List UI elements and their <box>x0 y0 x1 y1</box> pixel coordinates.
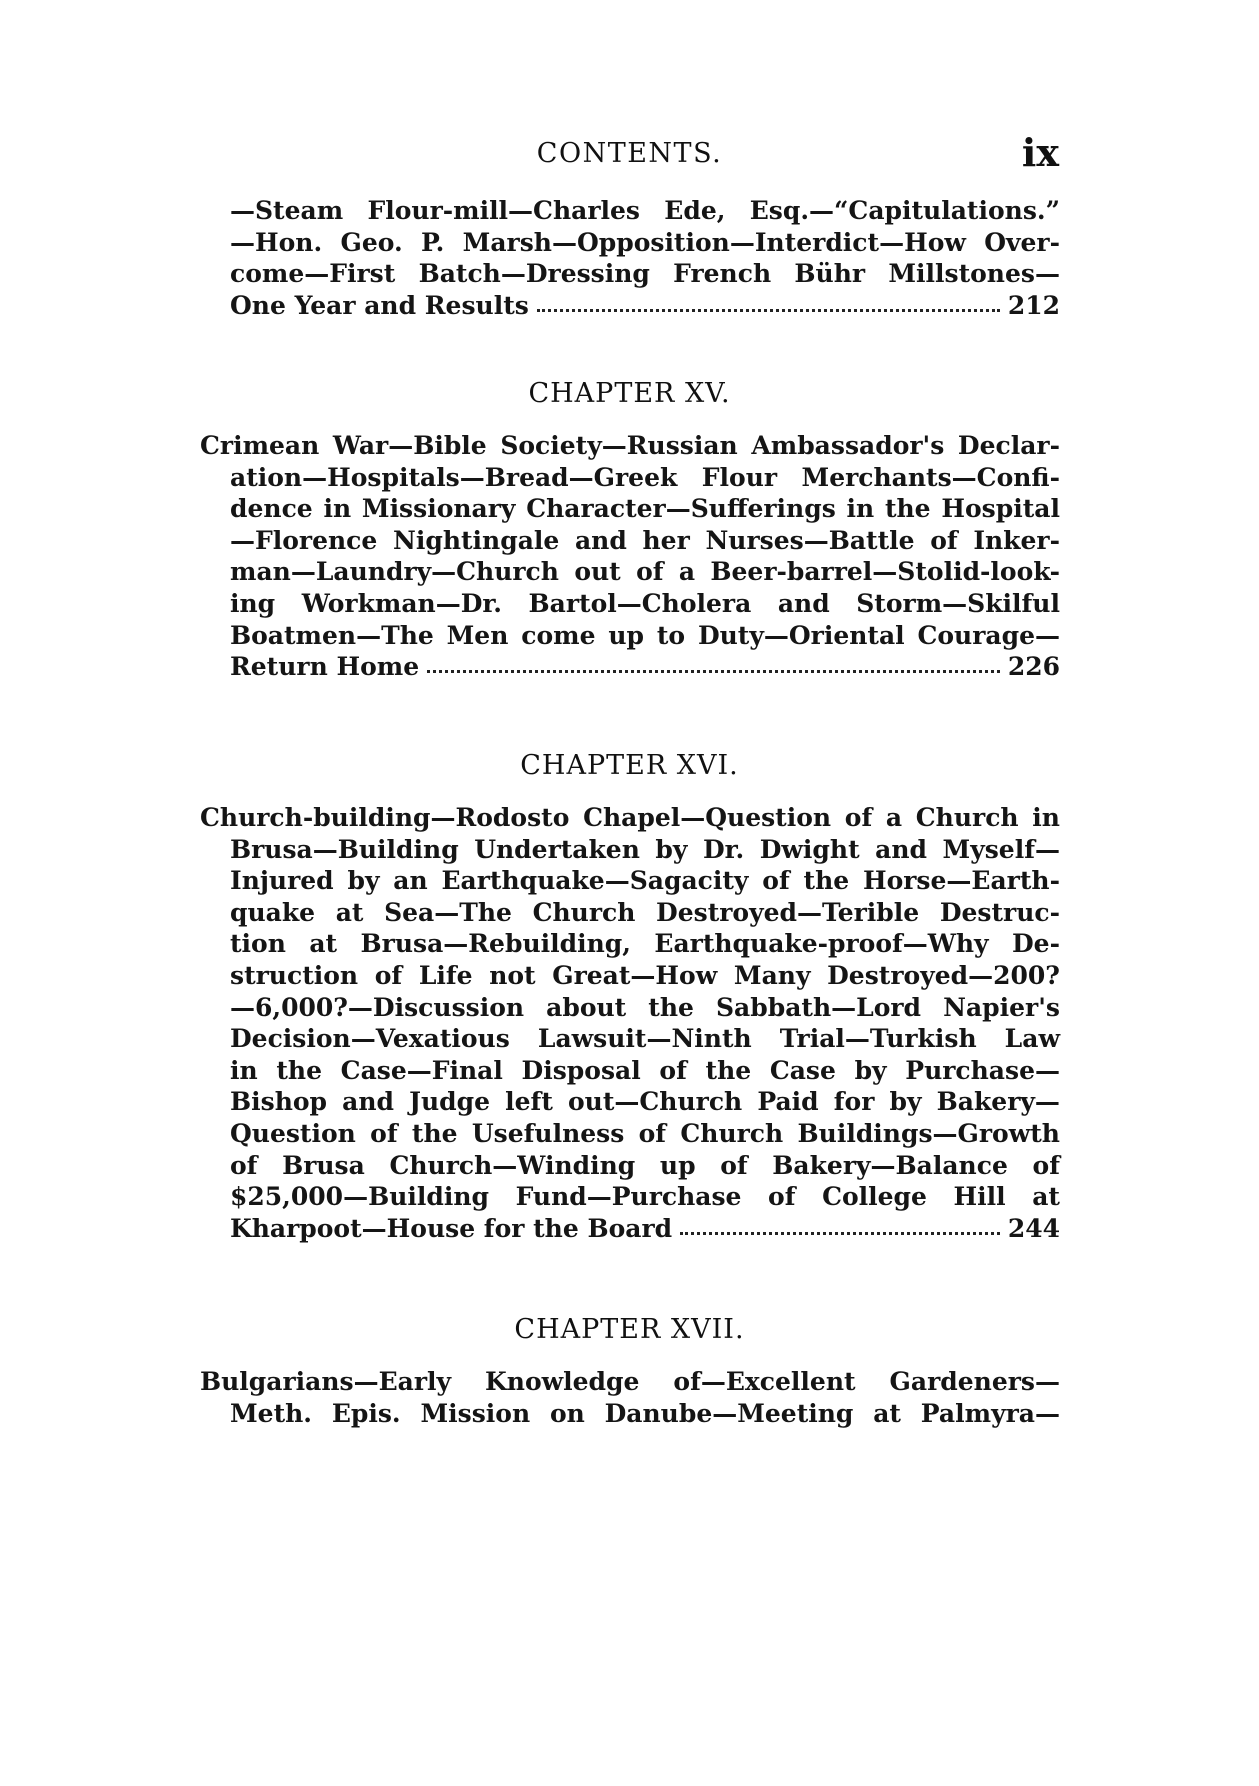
toc-line: Church-building—Rodosto Chapel—Question of a Church in <box>200 803 1060 832</box>
dot-leader <box>427 664 1000 673</box>
toc-line <box>230 649 1060 685</box>
toc-line: tion at Brusa—Rebuilding, Earthquake-proof—Why De- <box>230 929 1060 959</box>
running-title: CONTENTS. <box>536 138 723 169</box>
chapter-heading: CHAPTER XVI. <box>520 750 739 781</box>
toc-line: —6,000?—Discussion about the Sabbath—Lord Napier's <box>230 992 1060 1022</box>
toc-page-ref: 244 <box>1007 1213 1060 1243</box>
toc-line: come—First Batch—Dressing French Bühr Millstones— <box>230 259 1060 289</box>
toc-line: Decision—Vexatious Lawsuit—Ninth Trial—Turkish Law <box>230 1024 1060 1054</box>
toc-line: Brusa—Building Undertaken by Dr. Dwight and Myself— <box>230 834 1060 864</box>
toc-line <box>230 288 1060 324</box>
toc-line: $25,000—Building Fund—Purchase of College Hill at <box>230 1182 1060 1212</box>
toc-line: Question of the Usefulness of Church Buildings—Growth <box>230 1119 1060 1148</box>
running-header <box>0 128 1259 178</box>
chapter-heading: CHAPTER XV. <box>528 378 731 409</box>
toc-line: Meth. Epis. Mission on Danube—Meeting at Palmyra— <box>230 1398 1060 1428</box>
toc-line: —Steam Flour-mill—Charles Ede, Esq.—“Capitulations.” <box>230 196 1060 225</box>
toc-line: —Hon. Geo. P. Marsh—Opposition—Interdict—How Over- <box>230 227 1060 257</box>
toc-line-text: Return Home <box>230 652 420 682</box>
toc-line: in the Case—Final Disposal of the Case by Purchase— <box>230 1055 1060 1085</box>
dot-leader <box>537 303 1000 312</box>
page-number: ix <box>1021 130 1059 175</box>
toc-line: —Florence Nightingale and her Nurses—Battle of Inker- <box>230 525 1060 555</box>
toc-line: of Brusa Church—Winding up of Bakery—Balance of <box>230 1150 1060 1180</box>
toc-line: Crimean War—Bible Society—Russian Ambassador's Declar- <box>200 431 1060 460</box>
dot-leader <box>680 1226 1000 1235</box>
toc-line: man—Laundry—Church out of a Beer-barrel—Stolid-look- <box>230 557 1060 587</box>
chapter-heading: CHAPTER XVII. <box>514 1314 745 1345</box>
toc-line-text: One Year and Results <box>230 290 529 320</box>
toc-page-ref: 212 <box>1007 290 1060 320</box>
toc-line: Bishop and Judge left out—Church Paid for by Bakery— <box>230 1087 1060 1117</box>
toc-line-text: Kharpoot—House for the Board <box>230 1213 673 1243</box>
toc-line: Boatmen—The Men come up to Duty—Oriental Courage— <box>230 620 1060 650</box>
toc-line: Injured by an Earthquake—Sagacity of the Horse—Earth- <box>230 866 1060 896</box>
toc-line: ing Workman—Dr. Bartol—Cholera and Storm—Skilful <box>230 589 1060 618</box>
toc-page-ref: 226 <box>1007 652 1060 682</box>
toc-line: struction of Life not Great—How Many Destroyed—200? <box>230 961 1060 990</box>
toc-line: dence in Missionary Character—Sufferings in the Hospital <box>230 494 1060 524</box>
toc-line <box>230 1211 1060 1247</box>
toc-line: Bulgarians—Early Knowledge of—Excellent Gardeners— <box>200 1367 1060 1396</box>
toc-line: quake at Sea—The Church Destroyed—Terible Destruc- <box>230 897 1060 927</box>
toc-line: ation—Hospitals—Bread—Greek Flour Merchants—Confi- <box>230 462 1060 492</box>
